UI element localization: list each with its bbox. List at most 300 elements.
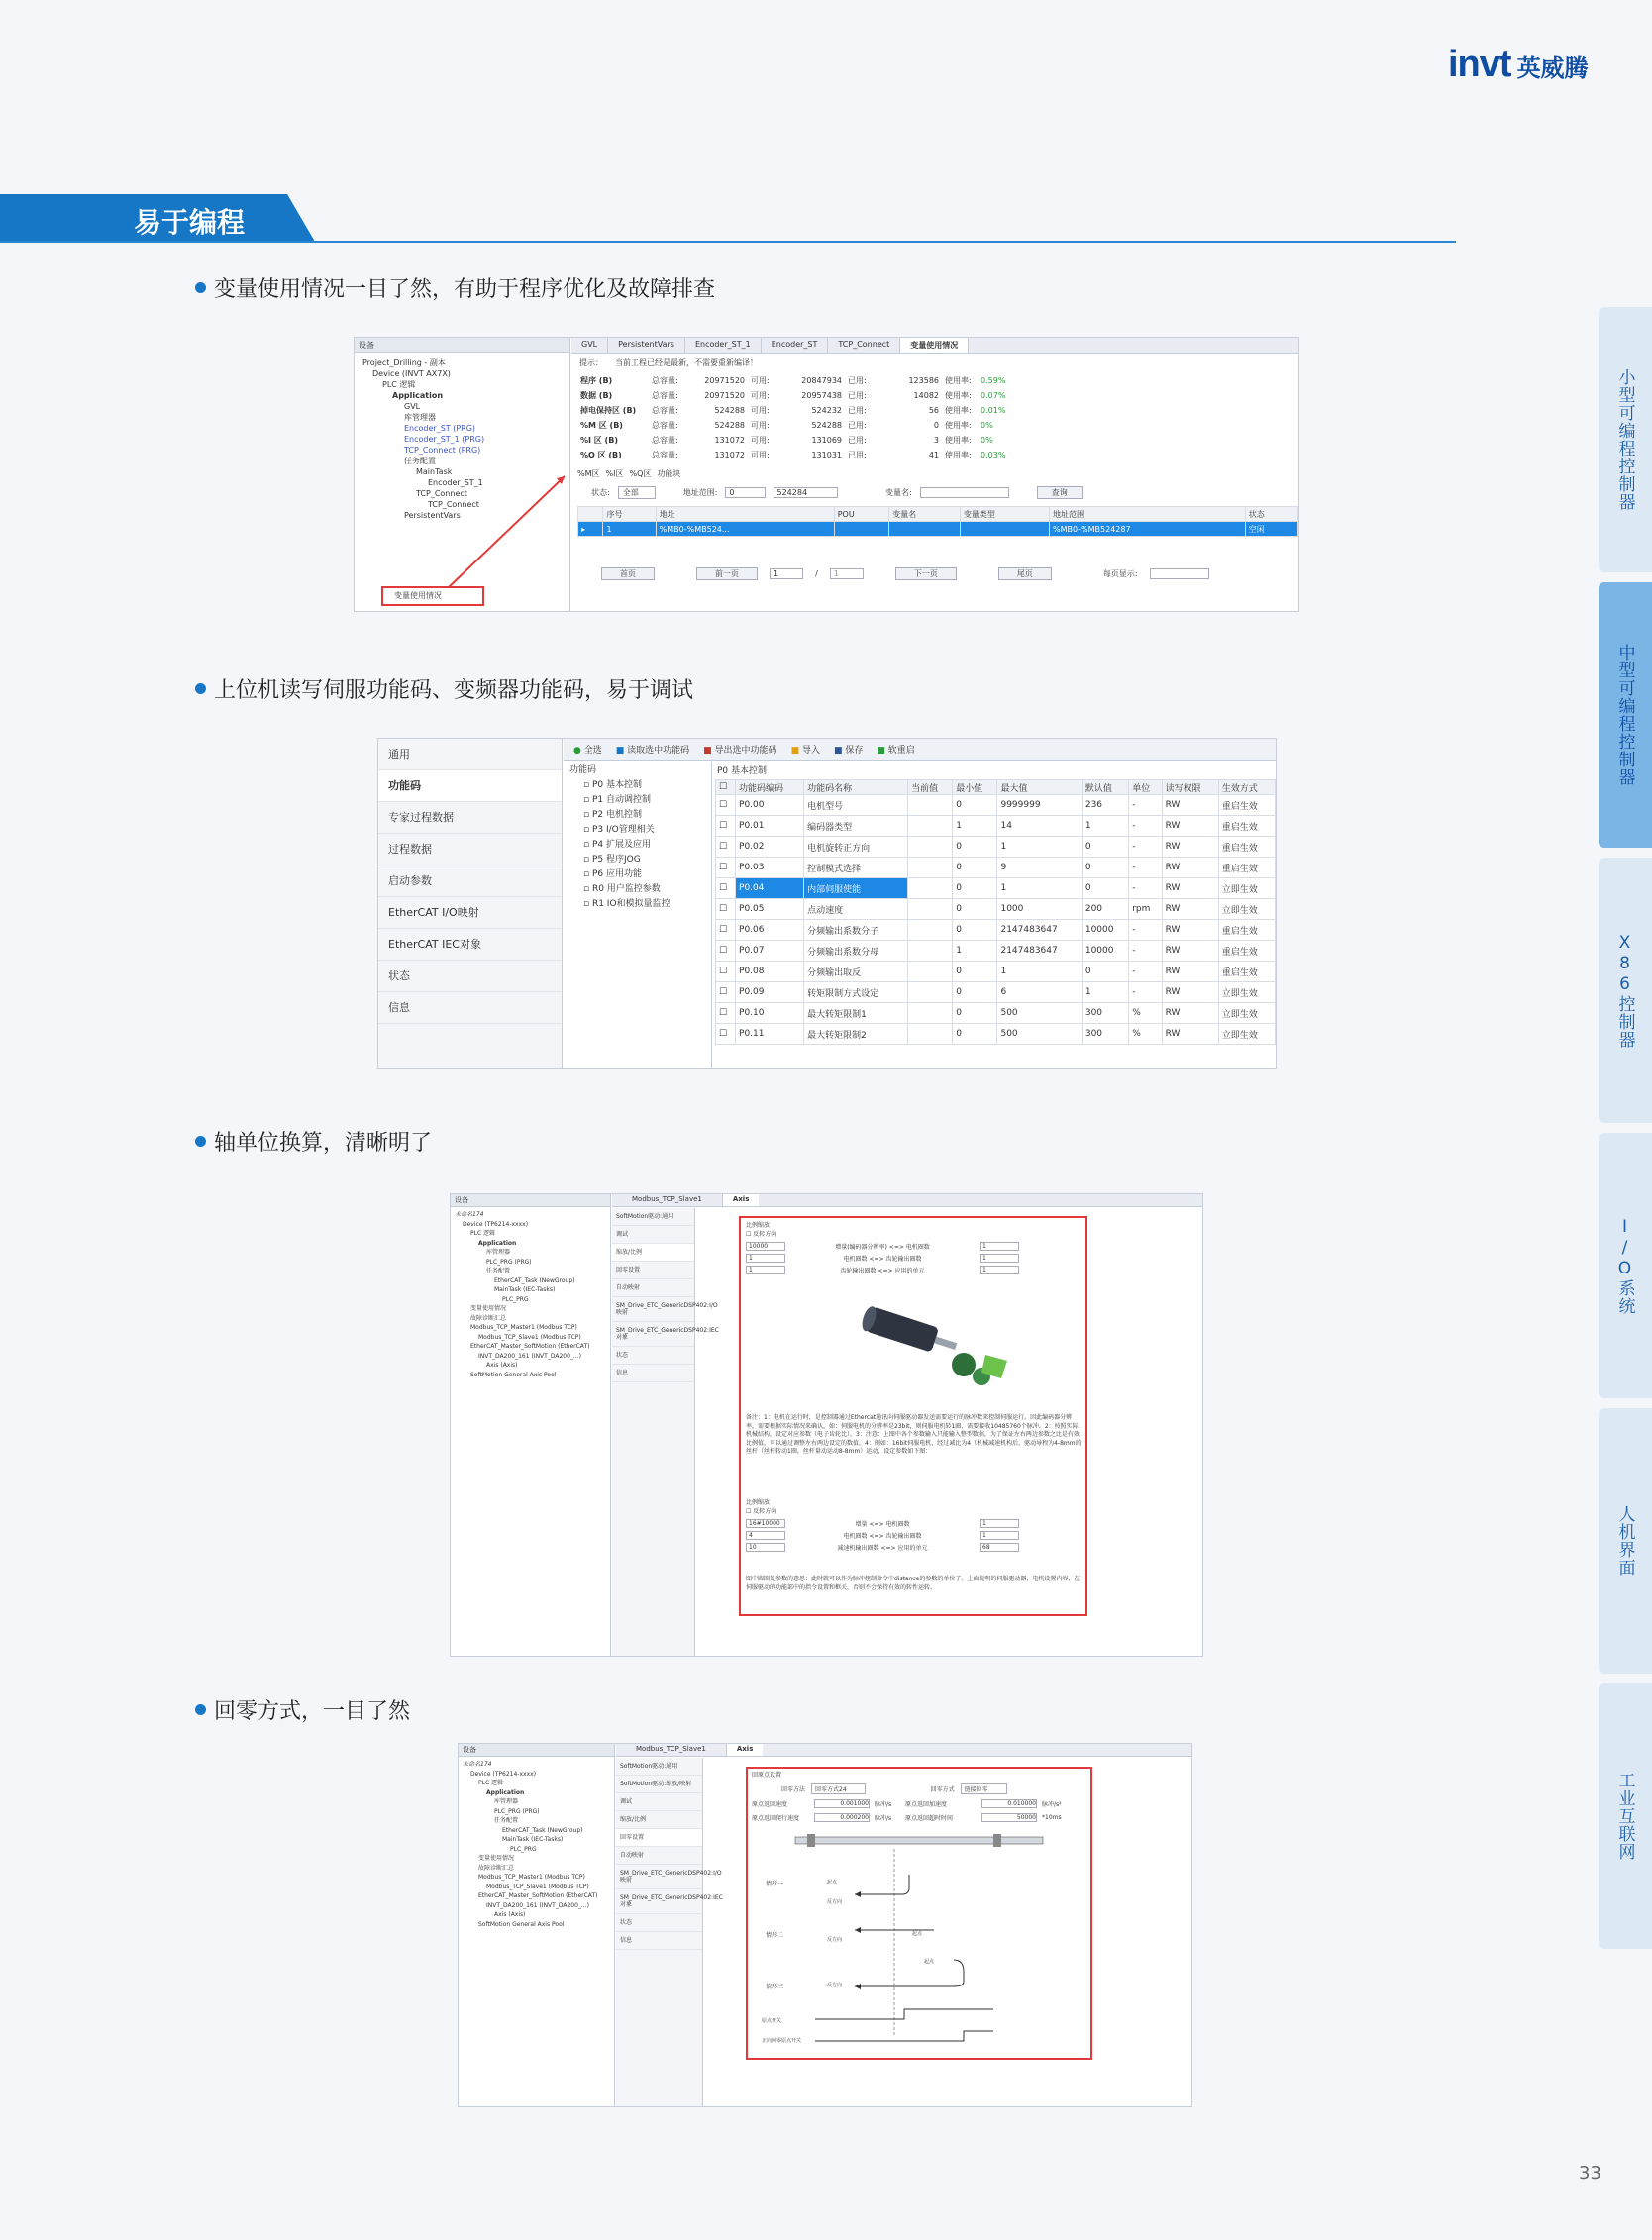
device-tree	[455, 1210, 589, 1379]
side-nav-label: 工业互联网	[1614, 1772, 1635, 1861]
field-unit: 脉冲/s	[875, 1815, 892, 1822]
side-nav-item[interactable]	[1599, 582, 1652, 848]
grid-cell: 重启生效	[1218, 941, 1275, 962]
tree-item[interactable]: Modbus_TCP_Master1 (Modbus TCP)	[470, 1324, 577, 1331]
field-input[interactable]: 0.001000	[814, 1799, 870, 1808]
grid-cell: 最大转矩限制1	[804, 1003, 908, 1024]
ratio-right-input[interactable]: 1	[980, 1519, 1019, 1528]
tree-item[interactable]: 故障诊断汇总	[470, 1314, 507, 1322]
code-tree-label: P5 程序JOG	[591, 855, 641, 865]
query-button[interactable]: 查询	[1037, 486, 1083, 499]
ratio-label: 减速机输出圈数 <=> 应用的单元	[837, 1545, 928, 1552]
tree-item[interactable]: TCP_Connect	[428, 500, 479, 509]
range-to-input[interactable]: 524284	[774, 487, 839, 498]
tree-item[interactable]: Application	[486, 1788, 525, 1796]
var-name-input[interactable]	[920, 487, 1009, 498]
grid-cell: 立即生效	[1218, 899, 1275, 920]
save-button[interactable]	[834, 743, 863, 756]
tree-item[interactable]: PLC 逻辑	[382, 380, 416, 389]
side-nav-item[interactable]	[1599, 1133, 1652, 1398]
grid-title: P0 基本控制	[717, 766, 768, 776]
tab-active[interactable]: Axis	[723, 1194, 760, 1206]
axis-menu-item[interactable]: 信息	[612, 1365, 694, 1382]
grid-cell: 0	[953, 982, 997, 1003]
tab[interactable]: PersistentVars	[608, 338, 685, 353]
usage-cell: 131072	[714, 436, 745, 445]
tree-item[interactable]: Device (TP6214-xxxx)	[470, 1770, 537, 1778]
ratio-left-input[interactable]: 1	[746, 1266, 785, 1274]
row-checkbox[interactable]: ☐	[716, 837, 736, 858]
grid-cell: 6	[997, 982, 1082, 1003]
arrow-label: 反方向	[827, 1899, 843, 1905]
grid-cell: 1	[953, 816, 997, 837]
side-nav-item[interactable]	[1599, 307, 1652, 572]
usage-cell: 使用率:	[945, 376, 972, 385]
tree-item[interactable]: GVL	[404, 402, 421, 411]
tree-item[interactable]: Project_Drilling - 副本	[362, 358, 446, 367]
grid-cell: 1	[1082, 982, 1128, 1003]
row-checkbox[interactable]: ☐	[716, 982, 736, 1003]
grid-cell: 0	[953, 795, 997, 816]
group-title: 回原点设置	[752, 1772, 782, 1779]
usage-cell: 0%	[981, 421, 993, 430]
tree-item[interactable]: TCP_Connect	[416, 489, 467, 498]
tree-item[interactable]: EtherCAT_Task (NewGroup)	[494, 1276, 575, 1284]
arrow-label: 起点	[827, 1880, 838, 1885]
tree-item[interactable]: MainTask	[416, 467, 453, 476]
usage-cell: 可用:	[751, 451, 770, 459]
tab[interactable]: Modbus_TCP_Slave1	[612, 1194, 723, 1206]
menu-item[interactable]: EtherCAT IEC对象	[378, 929, 562, 961]
axis-menu-item[interactable]: SM_Drive_ETC_GenericDSP402:IEC对象	[612, 1322, 694, 1347]
code-tree-item[interactable]	[569, 838, 711, 853]
row-checkbox[interactable]: ☐	[716, 795, 736, 816]
ratio-left-input[interactable]: 4	[746, 1531, 785, 1540]
grid-cell	[908, 858, 953, 878]
tree-item[interactable]: PLC 逻辑	[470, 1230, 496, 1237]
code-tree-item[interactable]	[569, 897, 711, 912]
grid-cell: RW	[1162, 1003, 1218, 1024]
grid-row[interactable]	[716, 941, 1276, 962]
side-nav-label: 人机界面	[1614, 1505, 1635, 1577]
tree-item[interactable]: 库管理器	[486, 1249, 511, 1256]
tab[interactable]: Modbus_TCP_Slave1	[616, 1744, 727, 1756]
ratio-right-input[interactable]: 1	[980, 1254, 1019, 1263]
axis-menu-item[interactable]: 调试	[616, 1793, 702, 1811]
list-cell	[960, 522, 1049, 537]
code-tree-item[interactable]	[569, 853, 711, 867]
grid-cell: 236	[1082, 795, 1128, 816]
grid-cell: 500	[997, 1024, 1082, 1045]
axis-menu-item[interactable]: 调试	[612, 1226, 694, 1244]
axis-menu-item[interactable]: 自动映射	[612, 1279, 694, 1297]
area-subtabs	[577, 468, 680, 479]
usage-cell: 3	[933, 436, 939, 445]
grid-row[interactable]	[716, 962, 1276, 982]
tree-item[interactable]: PLC_PRG	[502, 1295, 529, 1303]
row-checkbox[interactable]: ☐	[716, 941, 736, 962]
doc-icon: ▫	[583, 840, 592, 850]
next-page-button[interactable]: 下一页	[895, 567, 957, 580]
tree-item[interactable]: Axis (Axis)	[494, 1911, 526, 1918]
subtab[interactable]: %I区	[605, 469, 624, 478]
code-tree-root[interactable]: 功能码	[569, 765, 597, 775]
editor-tabs	[612, 1194, 1202, 1207]
ratio-right-input[interactable]: 1	[980, 1266, 1019, 1274]
grid-cell: RW	[1162, 837, 1218, 858]
grid-cell	[908, 962, 953, 982]
grid-cell: -	[1129, 941, 1162, 962]
code-tree-label: P1 自动调控制	[591, 795, 651, 805]
grid-cell: P0.07	[736, 941, 804, 962]
side-nav-label: 小型可编程控制器	[1614, 368, 1635, 511]
grid-cell: 1	[1082, 816, 1128, 837]
subtab[interactable]: %M区	[577, 469, 600, 478]
select-all-button[interactable]	[573, 743, 602, 756]
axis-menu-item[interactable]: SoftMotion驱动:通用	[612, 1208, 694, 1226]
device-tree	[463, 1760, 597, 1929]
grid-cell: RW	[1162, 858, 1218, 878]
grid-cell: P0.01	[736, 816, 804, 837]
grid-cell	[908, 816, 953, 837]
ratio-right-input[interactable]: 1	[980, 1531, 1019, 1540]
arrow-label: 起点	[912, 1931, 923, 1937]
menu-item[interactable]: 状态	[378, 961, 562, 992]
homing-mode-row	[752, 1783, 1088, 1794]
scaling-example	[746, 1497, 1083, 1555]
ratio-left-input[interactable]: 16#10000	[746, 1519, 785, 1528]
side-nav-item[interactable]	[1599, 858, 1652, 1123]
menu-item[interactable]: 专家过程数据	[378, 802, 562, 834]
grid-cell: 电机旋转正方向	[804, 837, 908, 858]
grid-cell: 重启生效	[1218, 816, 1275, 837]
grid-cell: 0	[953, 837, 997, 858]
tree-item[interactable]: 任务配置	[494, 1817, 519, 1824]
tree-item[interactable]: Application	[478, 1239, 517, 1247]
grid-cell: 1	[997, 878, 1082, 899]
tree-item[interactable]: INVT_DA200_161 (INVT_DA200_...)	[478, 1352, 581, 1360]
axis-menu-item[interactable]: 缩放/比例	[616, 1811, 702, 1829]
arrow-label: 反方向	[827, 1983, 843, 1988]
grid-cell	[908, 878, 953, 899]
tree-item[interactable]: 任务配置	[486, 1268, 511, 1274]
device-pane	[451, 1194, 611, 1657]
list-cell: %MB0-%MB524287	[1050, 522, 1246, 537]
import-button[interactable]	[791, 743, 820, 756]
tree-item[interactable]: PLC_PRG (PRG)	[494, 1807, 540, 1815]
first-page-button[interactable]: 首页	[601, 567, 655, 580]
code-tree-label: P4 扩展及应用	[591, 840, 651, 850]
axis-menu-item[interactable]: 缩放/比例	[612, 1244, 694, 1262]
read-button[interactable]	[616, 743, 689, 756]
subtab[interactable]: 功能块	[657, 469, 681, 478]
grid-cell: 立即生效	[1218, 982, 1275, 1003]
ratio-row	[746, 1543, 1083, 1552]
pager	[601, 567, 1209, 580]
tree-item[interactable]: PLC_PRG (PRG)	[486, 1258, 532, 1266]
tree-item[interactable]: EtherCAT_Master_SoftMotion (EtherCAT)	[478, 1892, 598, 1899]
grid-cell: 1	[953, 941, 997, 962]
code-tree	[564, 762, 712, 1068]
import-icon: ■	[790, 746, 800, 756]
tree-item[interactable]: Encoder_ST_1 (PRG)	[404, 435, 485, 444]
code-tree-items	[569, 778, 711, 912]
row-checkbox[interactable]: ☐	[716, 920, 736, 941]
grid-cell: RW	[1162, 878, 1218, 899]
grid-row[interactable]	[716, 795, 1276, 816]
ratio-right-input[interactable]: 1	[980, 1242, 1019, 1251]
ratio-grid	[746, 1519, 1083, 1552]
grid-row[interactable]	[716, 837, 1276, 858]
grid-header-cell: 读写权限	[1162, 780, 1218, 795]
device-pane-title: 设备	[459, 1744, 614, 1757]
grid-cell	[908, 899, 953, 920]
row-checkbox[interactable]: ☐	[716, 858, 736, 878]
tree-item[interactable]: Axis (Axis)	[486, 1362, 518, 1369]
field-input[interactable]: 50000	[981, 1813, 1037, 1822]
field-input[interactable]: 0.010000	[981, 1799, 1037, 1808]
tree-item[interactable]: 变量使用情况	[470, 1305, 507, 1312]
code-tree-item[interactable]	[569, 808, 711, 823]
axis-menu-item[interactable]: 回零设置	[616, 1829, 702, 1847]
check-icon: ●	[573, 746, 581, 756]
header-cell: 状态	[1245, 507, 1297, 522]
checkbox-header[interactable]: ☐	[716, 780, 736, 795]
grid-cell: -	[1129, 920, 1162, 941]
soft-restart-button[interactable]	[877, 743, 914, 756]
grid-cell: RW	[1162, 982, 1218, 1003]
code-tree-item[interactable]	[569, 793, 711, 808]
list-header	[578, 507, 1298, 522]
menu-item[interactable]: 功能码	[378, 770, 562, 802]
tree-item[interactable]: MainTask (IEC-Tasks)	[502, 1836, 564, 1843]
code-tree-item[interactable]	[569, 882, 711, 897]
tree-item[interactable]: MainTask (IEC-Tasks)	[494, 1286, 556, 1293]
per-page-select[interactable]	[1150, 568, 1209, 579]
group-title: 比例缩放	[746, 1222, 771, 1229]
menu-item[interactable]: EtherCAT I/O映射	[378, 897, 562, 929]
usage-cell: 可用:	[751, 406, 770, 415]
tree-item[interactable]: 变量使用情况	[478, 1855, 515, 1862]
usage-cell: 使用率:	[945, 421, 972, 430]
function-code-screenshot	[377, 738, 1277, 1069]
tree-item[interactable]: Application	[392, 391, 444, 400]
doc-icon: ▫	[583, 869, 592, 879]
list-row-selected[interactable]	[578, 522, 1298, 537]
note-text: 备注：1：电机在运行时，是控制器通过Ethercat通讯向伺服驱动器发送需要运行的脉冲数来控制伺服运行。因此编码器分辨率，需要根据实际情况来确认，如：伺服电机的分辨率是23bit，则伺服电机转1圈，需要接收10485760个脉冲。2：按照实际机械结构，设定对应参数（电子齿轮比）。3：注意：上图中各个参数输入只能输入整型数据，为了保证左右两边参数之比是有效比例值，可以通过调整左右两边设定的数值。4：例如：16bit伺服电机，经过减比为4（机械减速机构后，驱动导程为4-8mm的丝杆（丝杆转动1圈，丝杆量动运动8-8mm）运动，设定参数如下图：	[746, 1414, 1082, 1455]
grid-cell	[908, 920, 953, 941]
usage-cell: 总容量:	[652, 391, 678, 400]
grid-row[interactable]	[716, 816, 1276, 837]
grid-cell: 点动速度	[804, 899, 908, 920]
tree-item[interactable]: TCP_Connect (PRG)	[404, 446, 481, 455]
grid-row[interactable]	[716, 878, 1276, 899]
axis-menu-item[interactable]: SM_Drive_ETC_GenericDSP402:I/O映射	[616, 1865, 702, 1889]
tree-item[interactable]: 库管理器	[404, 413, 436, 422]
tree-item[interactable]: EtherCAT_Task (NewGroup)	[502, 1826, 583, 1834]
side-nav-item[interactable]	[1599, 1683, 1652, 1949]
grid-cell: 立即生效	[1218, 1003, 1275, 1024]
grid-row[interactable]	[716, 858, 1276, 878]
dir-select[interactable]: 链接回零	[961, 1783, 1007, 1794]
tree-item[interactable]: Modbus_TCP_Slave1 (Modbus TCP)	[486, 1883, 589, 1890]
grid-cell: RW	[1162, 941, 1218, 962]
side-nav-label: I/O系统	[1614, 1216, 1635, 1315]
row-checkbox[interactable]: ☐	[716, 878, 736, 899]
grid-cell: P0.00	[736, 795, 804, 816]
grid-row[interactable]	[716, 899, 1276, 920]
code-tree-item[interactable]	[569, 823, 711, 838]
tab[interactable]: GVL	[571, 338, 608, 353]
bullet-dot	[195, 683, 206, 694]
code-tree-label: P2 电机控制	[591, 810, 642, 820]
tree-item[interactable]: PersistentVars	[404, 511, 461, 520]
menu-item[interactable]: 信息	[378, 992, 562, 1024]
per-page-label: 每页显示:	[1102, 569, 1138, 578]
tree-item[interactable]: 未命名174	[463, 1761, 492, 1768]
tree-item[interactable]: INVT_DA200_161 (INVT_DA200_...)	[486, 1901, 589, 1909]
axis-menu-item[interactable]: SM_Drive_ETC_GenericDSP402:I/O映射	[612, 1297, 694, 1322]
page-input[interactable]: 1	[770, 568, 803, 579]
tab-active[interactable]: 变量使用情况	[900, 338, 969, 353]
tree-item[interactable]: 故障诊断汇总	[478, 1864, 515, 1872]
ratio-left-input[interactable]: 10	[746, 1543, 785, 1552]
mode-select[interactable]: 回零方式24	[811, 1783, 866, 1794]
grid-row[interactable]	[716, 1024, 1276, 1045]
axis-menu-item[interactable]: 状态	[616, 1914, 702, 1932]
state-select[interactable]: 全部	[618, 486, 656, 499]
usage-cell: 131072	[714, 451, 745, 459]
list-cell: 空闲	[1245, 522, 1297, 537]
axis-menu-item[interactable]: 信息	[616, 1932, 702, 1950]
doc-icon: ▫	[583, 884, 592, 894]
row-checkbox[interactable]: ☐	[716, 1003, 736, 1024]
ratio-label: 电机圈数 <=> 齿轮输出圈数	[843, 1256, 922, 1263]
reverse-checkbox[interactable]: ☐ 反转方向	[746, 1508, 777, 1515]
bullet-4	[195, 1694, 410, 1725]
tree-item[interactable]: Device (INVT AX7X)	[372, 369, 451, 378]
tree-item[interactable]: Encoder_ST (PRG)	[404, 424, 476, 433]
tree-item[interactable]: 任务配置	[404, 457, 436, 465]
bullet-text: 轴单位换算，清晰明了	[214, 1131, 433, 1156]
prev-page-button[interactable]: 前一页	[696, 567, 758, 580]
grid-row[interactable]	[716, 1003, 1276, 1024]
code-tree-item[interactable]	[569, 778, 711, 793]
usage-cell: 已用:	[848, 436, 867, 445]
axis-menu-item[interactable]: 自动映射	[616, 1847, 702, 1865]
row-checkbox[interactable]: ☐	[716, 1024, 736, 1045]
axis-menu-item[interactable]: SoftMotion驱动:通用	[616, 1758, 702, 1776]
tree-item[interactable]: PLC_PRG	[510, 1845, 537, 1853]
grid-cell: 10000	[1082, 941, 1128, 962]
subtab[interactable]: %Q区	[629, 469, 652, 478]
field-input[interactable]: 0.000200	[814, 1813, 870, 1822]
bullet-text: 回零方式，一目了然	[214, 1699, 411, 1724]
tab-active[interactable]: Axis	[727, 1744, 764, 1756]
grid-cell: 编码器类型	[804, 816, 908, 837]
header-cell: 变量类型	[960, 507, 1049, 522]
grid-row[interactable]	[716, 920, 1276, 941]
menu-item[interactable]: 过程数据	[378, 834, 562, 865]
grid-cell: P0.06	[736, 920, 804, 941]
doc-icon: ▫	[583, 825, 592, 835]
tab[interactable]: Encoder_ST	[762, 338, 829, 353]
grid-cell: RW	[1162, 795, 1218, 816]
bullet-text: 上位机读写伺服功能码、变频器功能码，易于调试	[214, 678, 694, 703]
ratio-left-input[interactable]: 1	[746, 1254, 785, 1263]
row-checkbox[interactable]: ☐	[716, 962, 736, 982]
tree-item[interactable]: Modbus_TCP_Slave1 (Modbus TCP)	[478, 1333, 581, 1341]
header-cell: POU	[834, 507, 888, 522]
ratio-right-input[interactable]: 68	[980, 1543, 1019, 1552]
menu-item[interactable]: 启动参数	[378, 865, 562, 897]
tree-item[interactable]: EtherCAT_Master_SoftMotion (EtherCAT)	[470, 1343, 590, 1350]
axis-menu-item[interactable]: 回零设置	[612, 1262, 694, 1279]
doc-icon: ▫	[583, 810, 592, 820]
tree-item[interactable]: 库管理器	[494, 1798, 519, 1805]
tree-item[interactable]: SoftMotion General Axis Pool	[478, 1920, 565, 1928]
grid-cell: 分频输出系数分子	[804, 920, 908, 941]
dir-label: 回零方式	[930, 1786, 955, 1793]
usage-cell: 0	[933, 421, 939, 430]
tree-item[interactable]: PLC 逻辑	[478, 1780, 504, 1786]
usage-cell: %M 区 (B)	[580, 421, 623, 430]
filter-row	[591, 486, 1083, 499]
usage-cell: 数据 (B)	[580, 391, 613, 400]
tab[interactable]: TCP_Connect	[828, 338, 900, 353]
usage-cell: %I 区 (B)	[580, 436, 618, 445]
grid-row[interactable]	[716, 982, 1276, 1003]
tree-item[interactable]: Modbus_TCP_Master1 (Modbus TCP)	[478, 1874, 585, 1881]
axis-menu-item[interactable]: 状态	[612, 1347, 694, 1365]
menu-item[interactable]: 通用	[378, 739, 562, 770]
usage-cell: 14082	[913, 391, 939, 400]
tree-item[interactable]: Device (TP6214-xxxx)	[463, 1220, 529, 1228]
grid-cell: P0.04	[736, 878, 804, 899]
grid-cell: RW	[1162, 816, 1218, 837]
grid-header-cell: 生效方式	[1218, 780, 1275, 795]
code-tree-item[interactable]	[569, 867, 711, 882]
axis-menu-item[interactable]: SoftMotion驱动:缩放/映射	[616, 1776, 702, 1793]
usage-cell: 可用:	[751, 421, 770, 430]
side-nav-item[interactable]	[1599, 1408, 1652, 1674]
row-checkbox[interactable]: ☐	[716, 899, 736, 920]
axis-menu-item[interactable]: SM_Drive_ETC_GenericDSP402:IEC对象	[616, 1889, 702, 1914]
export-button[interactable]	[703, 743, 776, 756]
reverse-checkbox[interactable]: ☐ 反转方向	[746, 1231, 777, 1238]
grid-header-cell: 默认值	[1082, 780, 1128, 795]
row-checkbox[interactable]: ☐	[716, 816, 736, 837]
device-pane	[355, 338, 570, 612]
tree-item-selected[interactable]: 变量使用情况	[394, 591, 442, 600]
grid-cell: %	[1129, 1003, 1162, 1024]
tree-item[interactable]: 未命名174	[455, 1211, 484, 1218]
usage-cell: 已用:	[848, 406, 867, 415]
side-nav-label: X86控制器	[1614, 932, 1635, 1049]
ratio-row	[746, 1242, 1083, 1251]
ratio-left-input[interactable]: 10000	[746, 1242, 785, 1251]
tree-item[interactable]: Encoder_ST_1	[428, 478, 483, 487]
grid-cell: RW	[1162, 1024, 1218, 1045]
row-marker: ▸	[578, 522, 603, 537]
last-page-button[interactable]: 尾页	[998, 567, 1052, 580]
usage-cell: 20957438	[801, 391, 842, 400]
range-from-input[interactable]: 0	[725, 487, 765, 498]
reverse-label: 反转方向	[753, 1231, 777, 1238]
tab[interactable]: Encoder_ST_1	[685, 338, 762, 353]
usage-cell: 123586	[908, 376, 939, 385]
tree-item[interactable]: SoftMotion General Axis Pool	[470, 1371, 557, 1378]
